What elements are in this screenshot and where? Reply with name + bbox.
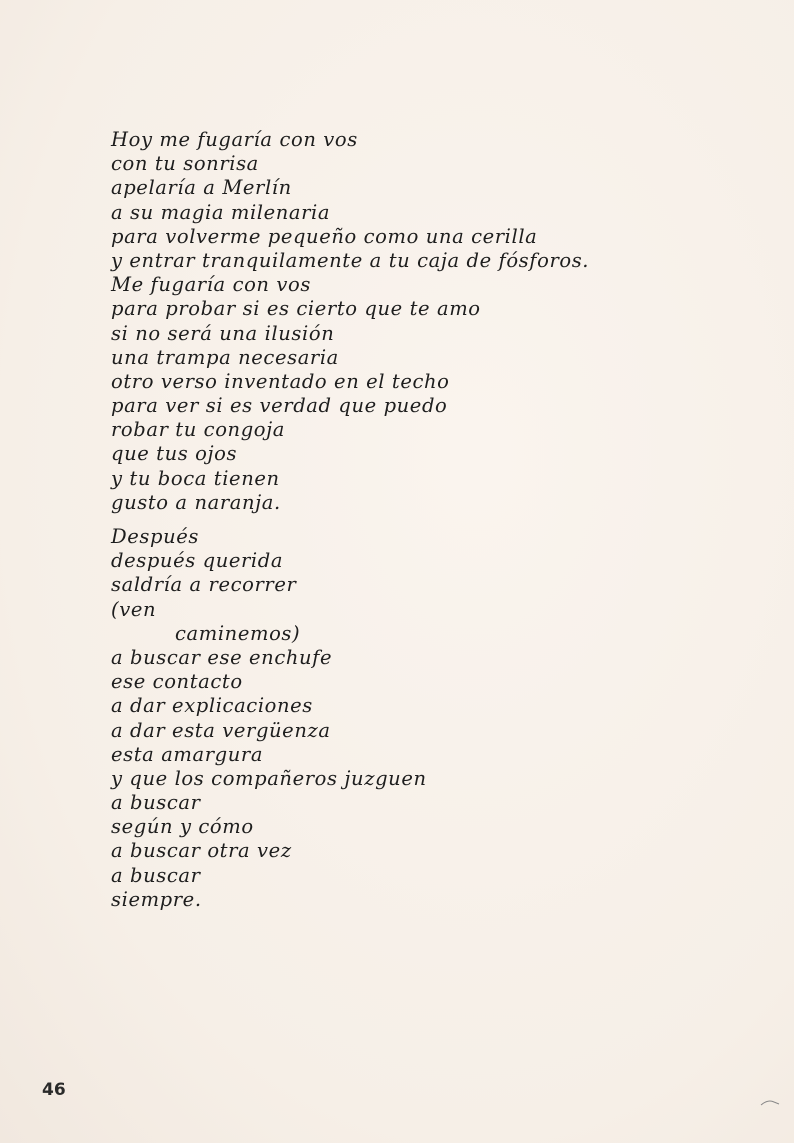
poem-line: a buscar xyxy=(111,791,201,815)
poem-line: esta amargura xyxy=(111,742,264,766)
poem xyxy=(111,128,751,912)
poem-line: con tu sonrisa xyxy=(111,152,259,176)
poem-line: robar tu congoja xyxy=(111,418,285,442)
poem-line: para probar si es cierto que te amo xyxy=(111,297,481,321)
page-number: 46 xyxy=(42,1080,66,1100)
poem-line: después querida xyxy=(111,549,284,573)
stanza-1 xyxy=(111,128,751,515)
poem-line: para volverme pequeño como una cerilla xyxy=(111,224,538,248)
poem-line: a dar esta vergüenza xyxy=(111,718,331,742)
poem-line: una trampa necesaria xyxy=(111,345,339,369)
poem-line-indented: caminemos) xyxy=(175,621,301,645)
poem-line: a buscar ese enchufe xyxy=(111,645,333,669)
poem-line: siempre. xyxy=(111,887,202,911)
poem-line: Después xyxy=(111,525,199,548)
poem-line: gusto a naranja. xyxy=(111,490,281,514)
poem-line: que tus ojos xyxy=(111,442,238,466)
poem-line: Me fugaría con vos xyxy=(111,273,311,297)
poem-line: si no será una ilusión xyxy=(111,321,335,345)
poem-line: otro verso inventado en el techo xyxy=(111,369,450,393)
poem-line: a buscar otra vez xyxy=(111,839,292,863)
poem-line: según y cómo xyxy=(111,815,254,839)
poem-line: ese contacto xyxy=(111,670,243,694)
poem-line: a su magia milenaria xyxy=(111,200,331,224)
poem-line: a dar explicaciones xyxy=(111,694,313,718)
poem-line: apelaría a Merlín xyxy=(111,176,292,200)
poem-line: (ven xyxy=(111,597,157,621)
poem-line: a buscar xyxy=(111,863,201,887)
poem-line: para ver si es verdad que puedo xyxy=(111,394,448,418)
poem-line: y tu boca tienen xyxy=(111,466,280,490)
poem-line: Hoy me fugaría con vos xyxy=(111,128,358,151)
poem-line: y que los compañeros juzguen xyxy=(111,766,427,790)
corner-mark-icon xyxy=(760,1098,780,1108)
stanza-2 xyxy=(111,525,751,912)
poem-line: saldría a recorrer xyxy=(111,573,297,597)
poem-line: y entrar tranquilamente a tu caja de fósforos. xyxy=(111,248,590,272)
